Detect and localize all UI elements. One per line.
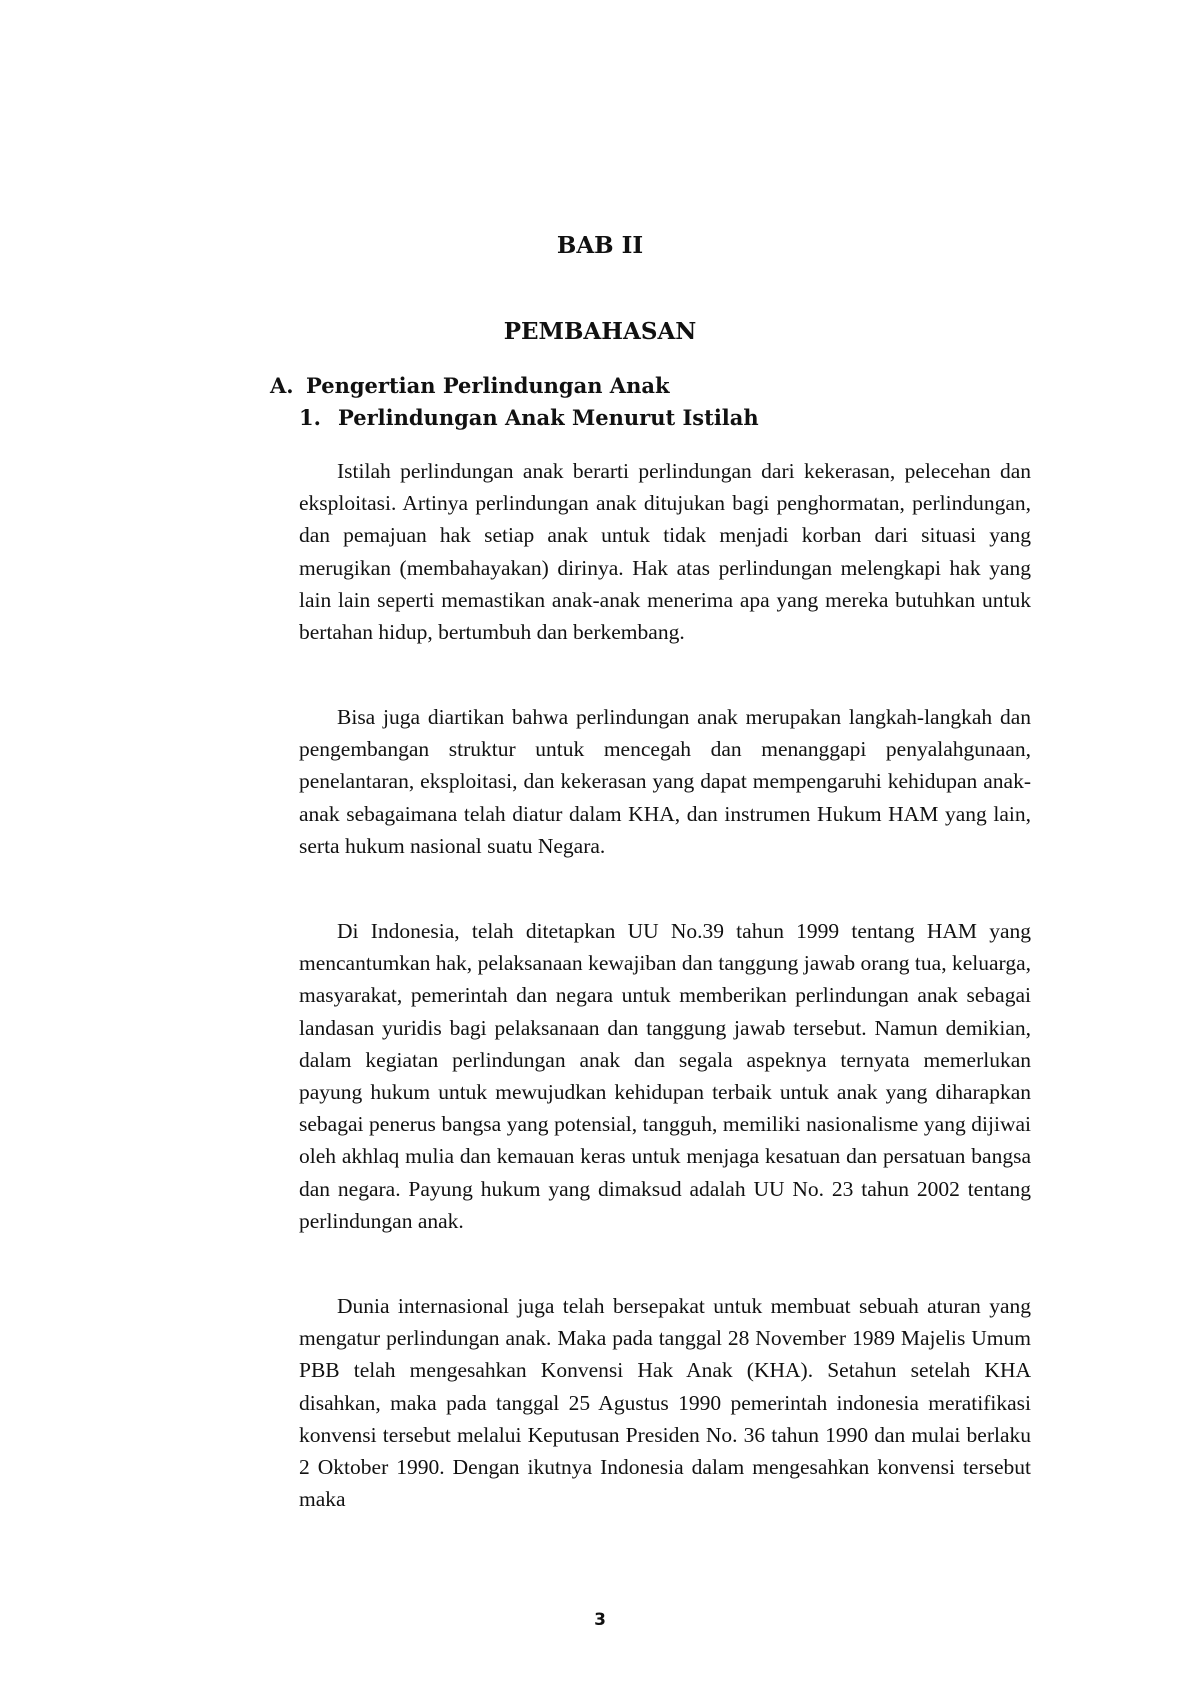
chapter-title: PEMBAHASAN [503,318,697,345]
section-title: Pengertian Perlindungan Anak [306,373,670,398]
subsection-heading-1 [299,405,759,430]
subsection-marker: 1. [299,405,321,430]
section-heading-a [270,373,670,398]
chapter-number: BAB II [556,232,644,259]
page-number: 3 [594,1610,606,1630]
paragraph-2: Bisa juga diartikan bahwa perlindungan anak merupakan langkah-langkah dan pengembangan struktur untuk mencegah dan menanggapi penyalahgunaan, penelantaran, eksploitasi, dan kekerasan yang dapat mempengaruhi kehidupan anak-anak sebagaimana telah diatur dalam KHA, dan instrumen Hukum HAM yang lain, serta hukum nasional suatu Negara. [299,705,1031,858]
subsection-title: Perlindungan Anak Menurut Istilah [338,405,759,430]
paragraph-1: Istilah perlindungan anak berarti perlindungan dari kekerasan, pelecehan dan eksploitasi. Artinya perlindungan anak ditujukan bagi penghormatan, perlindungan, dan pemajuan hak setiap anak untuk tidak menjadi korban dari situasi yang merugikan (membahayakan) dirinya. Hak atas perlindungan melengkapi hak yang lain lain seperti memastikan anak-anak menerima apa yang mereka butuhkan untuk bertahan hidup, bertumbuh dan berkembang. [299,459,1031,645]
section-marker: A. [270,373,294,398]
paragraph-4: Dunia internasional juga telah bersepakat untuk membuat sebuah aturan yang mengatur perlindungan anak. Maka pada tanggal 28 November 1989 Majelis Umum PBB telah mengesahkan Konvensi Hak Anak (KHA). Setahun setelah KHA disahkan, maka pada tanggal 25 Agustus 1990 pemerintah indonesia meratifikasi konvensi tersebut melalui Keputusan Presiden No. 36 tahun 1990 dan mulai berlaku 2 Oktober 1990. Dengan ikutnya Indonesia dalam mengesahkan konvensi tersebut maka [299,1294,1031,1512]
paragraph-3: Di Indonesia, telah ditetapkan UU No.39 tahun 1999 tentang HAM yang mencantumkan hak, pelaksanaan kewajiban dan tanggung jawab orang tua, keluarga, masyarakat, pemerintah dan negara untuk memberikan perlindungan anak sebagai landasan yuridis bagi pelaksanaan dan tanggung jawab tersebut. Namun demikian, dalam kegiatan perlindungan anak dan segala aspeknya ternyata memerlukan payung hukum untuk mewujudkan kehidupan terbaik untuk anak yang diharapkan sebagai penerus bangsa yang potensial, tangguh, memiliki nasionalisme yang dijiwai oleh akhlaq mulia dan kemauan keras untuk menjaga kesatuan dan persatuan bangsa dan negara. Payung hukum yang dimaksud adalah UU No. 23 tahun 2002 tentang perlindungan anak. [299,919,1031,1233]
